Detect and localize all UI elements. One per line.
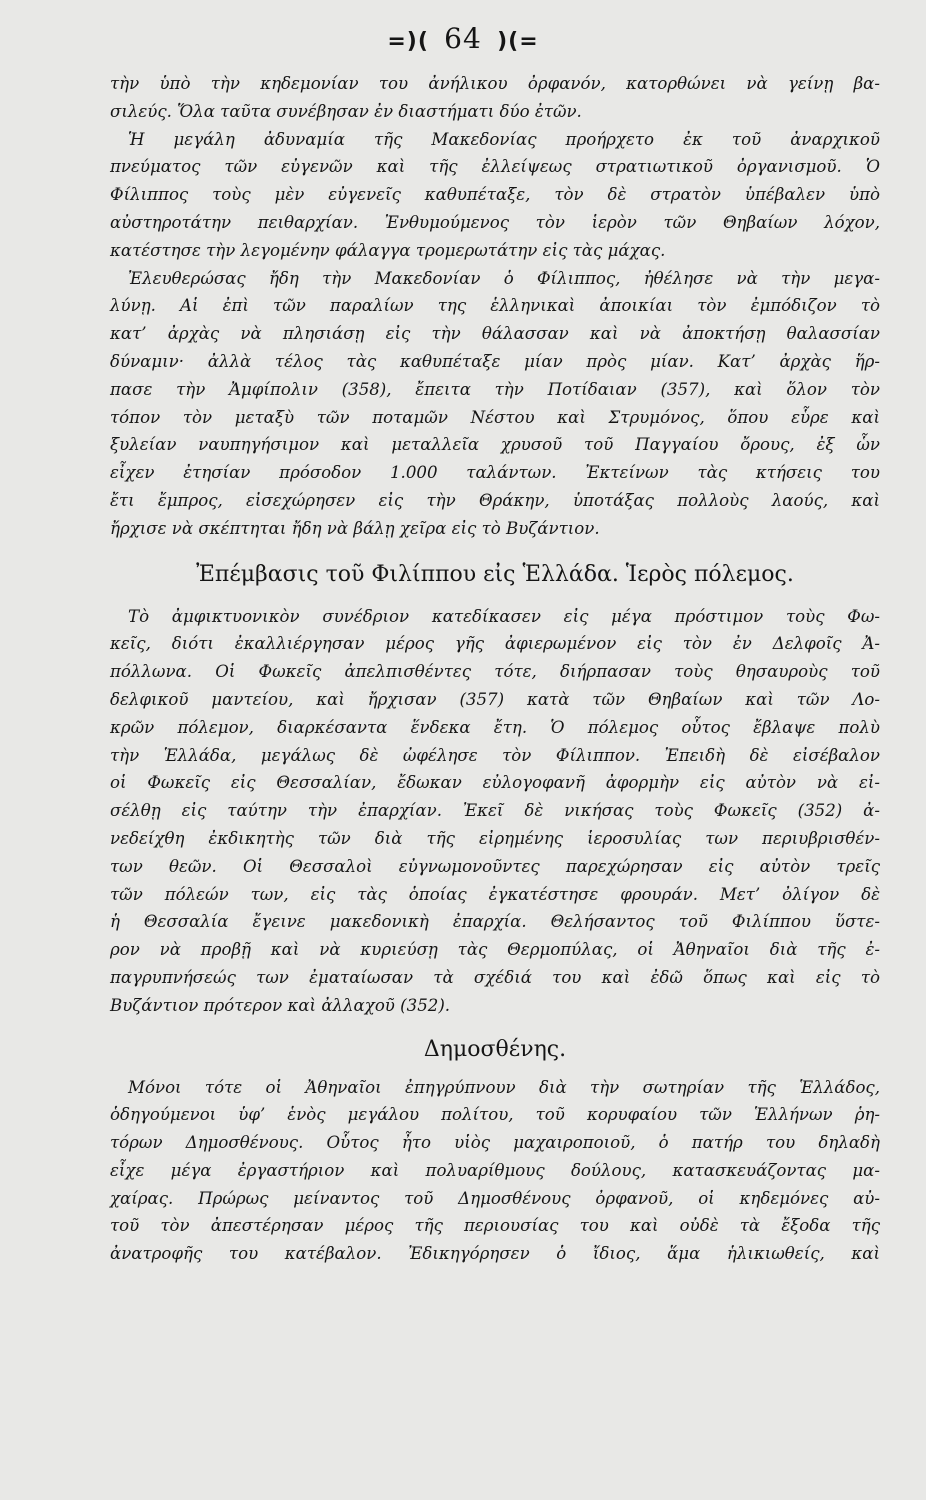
text-line: πασε τὴν Ἀμφίπολιν (358), ἔπειτα τὴν Ποτίδαιαν (357), καὶ ὅλον τὸν [110,379,880,399]
text-line: ξυλείαν ναυπηγήσιμον καὶ μεταλλεῖα χρυσοῦ τοῦ Παγγαίου ὄρους, ἐξ ὧν [110,435,880,455]
section-heading: Ἐπέμβασις τοῦ Φιλίππου εἰς Ἑλλάδα. Ἱερὸς πόλεμος. [196,561,794,587]
text-line: εἶχε μέγα ἐργαστήριον καὶ πολυαρίθμους δούλους, κατασκευάζοντας μα- [110,1160,880,1180]
text-line: τοῦ τὸν ἀπεστέρησαν μέρος τῆς περιουσίας του καὶ οὐδὲ τὰ ἔξοδα τῆς [110,1216,880,1236]
paragraph-block-2 [110,603,880,1020]
text-line: ἡ Θεσσαλία ἔγεινε μακεδονικὴ ἐπαρχία. Θελήσαντος τοῦ Φιλίππου ὕστε- [110,912,880,932]
text-line: κεῖς, διότι ἐκαλλιέργησαν μέρος γῆς ἀφιερωμένον εἰς τὸν ἐν Δελφοῖς Ἀ- [110,634,880,654]
text-line: νεδείχθη ἐκδικητὴς τῶν διὰ τῆς εἰρημένης ἱεροσυλίας των περιυβρισθέν- [110,828,880,848]
text-line: ρον νὰ προβῇ καὶ νὰ κυριεύσῃ τὰς Θερμοπύλας, οἱ Ἀθηναῖοι διὰ τῆς ἐ- [110,940,880,960]
text-line: κρῶν πόλεμον, διαρκέσαντα ἕνδεκα ἔτη. Ὁ πόλεμος οὗτος ἔβλαψε πολὺ [110,717,880,737]
text-line: τόρων Δημοσθένους. Οὗτος ἦτο υἱὸς μαχαιροποιοῦ, ὁ πατήρ του δηλαδὴ [110,1133,880,1153]
paragraph-block-1 [110,70,880,543]
text-line: ἔτι ἔμπρος, εἰσεχώρησεν εἰς τὴν Θράκην, ὑποτάξας πολλοὺς λαούς, καὶ [110,490,880,510]
text-line: των θεῶν. Οἱ Θεσσαλοὶ εὐγνωμονοῦντες παρεχώρησαν εἰς αὐτὸν τρεῖς [110,856,880,876]
text-line: σιλεύς. Ὅλα ταῦτα συνέβησαν ἐν διαστήματι δύο ἐτῶν. [110,101,582,121]
text-line: Ἐλευθερώσας ἤδη τὴν Μακεδονίαν ὁ Φίλιππος, ἠθέλησε νὰ τὴν μεγα- [128,268,880,288]
text-line: ἤρχισε νὰ σκέπτηται ἤδη νὰ βάλῃ χεῖρα εἰς τὸ Βυζάντιον. [110,518,600,538]
text-line: ἀνατροφῆς του κατέβαλον. Ἐδικηγόρησεν ὁ ἴδιος, ἅμα ἡλικιωθείς, καὶ [110,1244,880,1264]
page-header [0,22,926,55]
text-line: τῶν πόλεών των, εἰς τὰς ὁποίας ἐγκατέστησε φρουράν. Μετ’ ὀλίγον δὲ [110,884,880,904]
text-line: οἱ Φωκεῖς εἰς Θεσσαλίαν, ἔδωκαν εὐλογοφανῆ ἀφορμὴν εἰς αὐτὸν νὰ εἰ- [110,773,880,793]
text-line: πνεύματος τῶν εὐγενῶν καὶ τῆς ἐλλείψεως στρατιωτικοῦ ὀργανισμοῦ. Ὁ [110,157,880,177]
text-line: Μόνοι τότε οἱ Ἀθηναῖοι ἐπηγρύπνουν διὰ τὴν σωτηρίαν τῆς Ἑλλάδος, [128,1077,880,1097]
text-line: τὴν ὑπὸ τὴν κηδεμονίαν του ἀνήλικου ὀρφανόν, κατορθώνει νὰ γείνῃ βα- [110,74,880,93]
text-line: δελφικοῦ μαντείου, καὶ ἤρχισαν (357) κατὰ τῶν Θηβαίων καὶ τῶν Λο- [110,689,880,709]
text-line: κατ’ ἀρχὰς νὰ πλησιάσῃ εἰς τὴν θάλασσαν καὶ νὰ ἀποκτήσῃ θαλασσίαν [110,324,880,344]
header-left-ornament: =)( [387,29,429,54]
text-line: Ἡ μεγάλη ἀδυναμία τῆς Μακεδονίας προήρχετο ἐκ τοῦ ἀναρχικοῦ [128,129,880,149]
section-heading: Δημοσθένης. [423,1036,567,1062]
text-line: κατέστησε τὴν λεγομένην φάλαγγα τρομερωτάτην εἰς τὰς μάχας. [110,240,666,260]
text-line: χαίρας. Πρώρως μείναντος τοῦ Δημοσθένους ὀρφανοῦ, οἱ κηδεμόνες αὐ- [110,1188,880,1208]
page-number: 64 [444,22,482,55]
text-line: ὁδηγούμενοι ὑφ’ ἑνὸς μεγάλου πολίτου, τοῦ κορυφαίου τῶν Ἑλλήνων ῥη- [110,1105,880,1125]
header-right-ornament: )(= [497,29,539,54]
text-line: Φίλιππος τοὺς μὲν εὐγενεῖς καθυπέταξε, τὸν δὲ στρατὸν ὑπέβαλεν ὑπὸ [110,185,880,205]
text-line: αὐστηροτάτην πειθαρχίαν. Ἐνθυμούμενος τὸν ἱερὸν τῶν Θηβαίων λόχον, [110,212,880,232]
text-line: εἶχεν ἐτησίαν πρόσοδον 1.000 ταλάντων. Ἐκτείνων τὰς κτήσεις του [110,463,880,483]
text-line: σέλθῃ εἰς ταύτην τὴν ἐπαρχίαν. Ἐκεῖ δὲ νικήσας τοὺς Φωκεῖς (352) ἀ- [110,801,880,821]
text-line: δύναμιν· ἀλλὰ τέλος τὰς καθυπέταξε μίαν πρὸς μίαν. Κατ’ ἀρχὰς ἥρ- [110,351,880,371]
text-line: Τὸ ἀμφικτυονικὸν συνέδριον κατεδίκασεν εἰς μέγα πρόστιμον τοὺς Φω- [128,606,880,626]
text-line: τὴν Ἑλλάδα, μεγάλως δὲ ὠφέλησε τὸν Φίλιππον. Ἐπειδὴ δὲ εἰσέβαλον [110,745,880,765]
text-line: τόπον τὸν μεταξὺ τῶν ποταμῶν Νέστου καὶ Στρυμόνος, ὅπου εὗρε καὶ [110,407,880,427]
text-line: πόλλωνα. Οἱ Φωκεῖς ἀπελπισθέντες τότε, διήρπασαν τοὺς θησαυροὺς τοῦ [110,662,880,682]
text-line: λύνῃ. Αἱ ἐπὶ τῶν παραλίων της ἑλληνικαὶ ἀποικίαι τὸν ἐμπόδιζον τὸ [110,296,880,316]
text-line: παγρυπνήσεώς των ἐματαίωσαν τὰ σχέδιά του καὶ ἐδῶ ὅπως καὶ εἰς τὸ [110,967,880,987]
text-line: Βυζάντιον πρότερον καὶ ἀλλαχοῦ (352). [110,995,451,1015]
paragraph-block-3 [110,1074,880,1269]
page-body [110,70,880,1268]
